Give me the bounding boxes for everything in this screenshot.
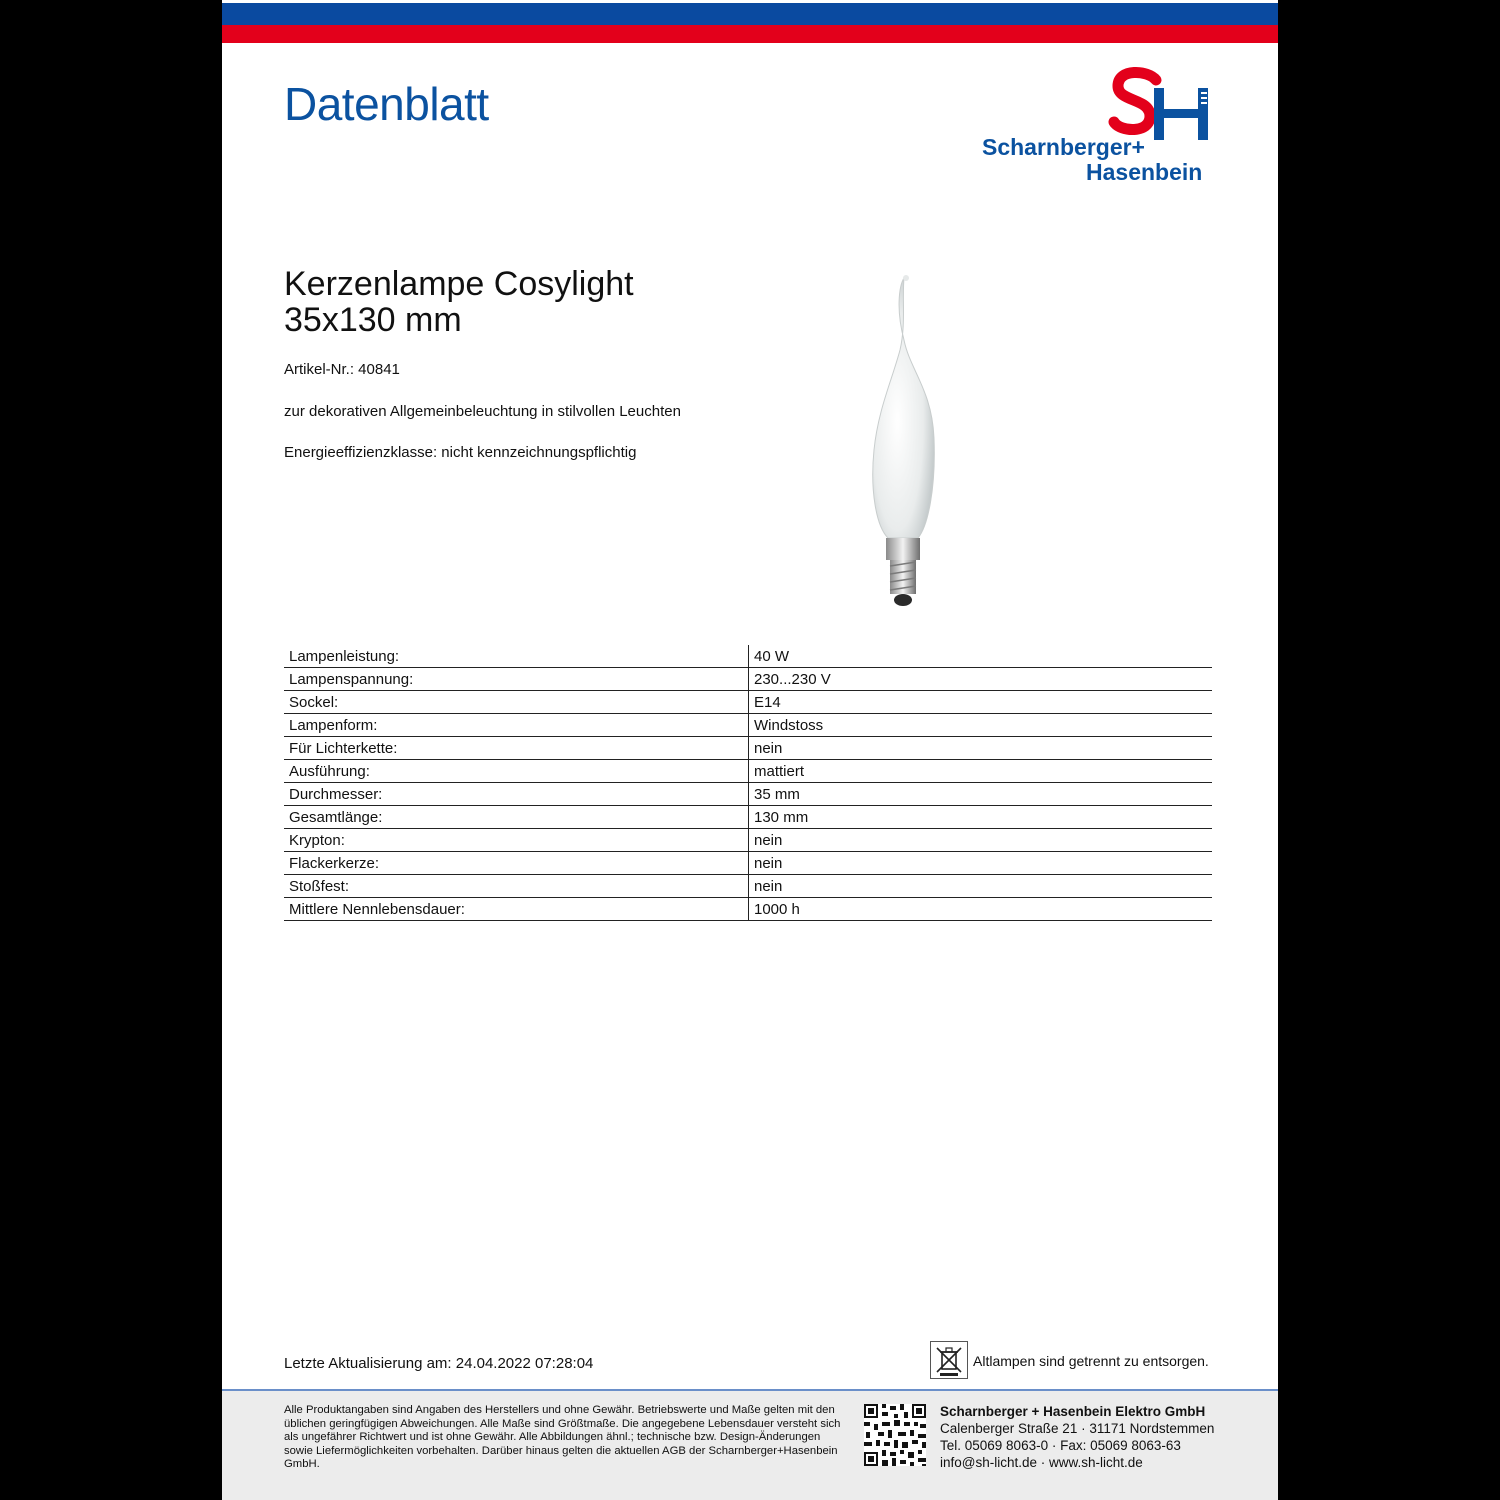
company-contact-links[interactable]: info@sh-licht.de · www.sh-licht.de [940, 1455, 1143, 1470]
article-number: Artikel-Nr.: 40841 [284, 361, 400, 378]
product-title-line1: Kerzenlampe Cosylight [284, 265, 634, 303]
spec-value: mattiert [749, 760, 1213, 783]
logo-text-line2: Hasenbein [1086, 159, 1203, 185]
spec-key: Krypton: [284, 829, 749, 852]
document-title: Datenblatt [284, 78, 489, 130]
crossed-bin-icon [930, 1341, 968, 1379]
spec-value: nein [749, 852, 1213, 875]
spec-row [284, 645, 1212, 668]
spec-key: Stoßfest: [284, 875, 749, 898]
header-blue-band [222, 3, 1278, 25]
spec-value: nein [749, 875, 1213, 898]
qr-code-icon[interactable] [864, 1404, 926, 1466]
spec-value: 35 mm [749, 783, 1213, 806]
product-title [284, 266, 634, 338]
spec-value: Windstoss [749, 714, 1213, 737]
product-description: zur dekorativen Allgemeinbeleuchtung in stilvollen Leuchten [284, 403, 681, 420]
spec-row [284, 691, 1212, 714]
spec-key: Lampenleistung: [284, 645, 749, 668]
spec-key: Sockel: [284, 691, 749, 714]
spec-row [284, 806, 1212, 829]
spec-key: Durchmesser: [284, 783, 749, 806]
company-name: Scharnberger + Hasenbein Elektro GmbH [940, 1404, 1206, 1419]
spec-row [284, 760, 1212, 783]
spec-value: 130 mm [749, 806, 1213, 829]
candle-flame-bulb-icon [852, 270, 972, 620]
spec-row [284, 737, 1212, 760]
sh-monogram-icon [978, 64, 1218, 144]
product-title-line2: 35x130 mm [284, 301, 462, 339]
footer [222, 1391, 1278, 1500]
spec-value: 230...230 V [749, 668, 1213, 691]
spec-row [284, 898, 1212, 921]
spec-key: Lampenspannung: [284, 668, 749, 691]
spec-key: Gesamtlänge: [284, 806, 749, 829]
spec-row [284, 875, 1212, 898]
spec-key: Ausführung: [284, 760, 749, 783]
recycle-note: Altlampen sind getrennt zu entsorgen. [973, 1353, 1209, 1369]
footer-disclaimer: Alle Produktangaben sind Angaben des Herstellers und ohne Gewähr. Betriebswerte und Maße gelten mit den üblichen geringfügigen Abweichungen. Alle Maße sind Größtmaße. Die angegebene Lebensdauer versteht sich als ungefährer Richtwert und ist ohne Gewähr. Alle Abbildungen ähnl.; technische bzw. Design-Änderungen sowie Liefermöglichkeiten vorbehalten. Darüber hinaus gelten die aktuellen AGB der Scharnberger+Hasenbein GmbH. [284, 1404, 841, 1470]
logo-text-line1: Scharnberger+ [982, 134, 1145, 160]
company-phone-fax: Tel. 05069 8063-0 · Fax: 05069 8063-63 [940, 1438, 1181, 1453]
last-update: Letzte Aktualisierung am: 24.04.2022 07:28:04 [284, 1355, 594, 1372]
spec-key: Lampenform: [284, 714, 749, 737]
spec-row [284, 829, 1212, 852]
spec-value: 40 W [749, 645, 1213, 668]
company-contact [940, 1403, 1214, 1471]
spec-value: nein [749, 829, 1213, 852]
spec-value: 1000 h [749, 898, 1213, 921]
company-logo [978, 64, 1218, 189]
spec-value: nein [749, 737, 1213, 760]
spec-row [284, 783, 1212, 806]
company-address: Calenberger Straße 21 · 31171 Nordstemmen [940, 1421, 1215, 1436]
spec-key: Flackerkerze: [284, 852, 749, 875]
spec-value: E14 [749, 691, 1213, 714]
datasheet-page [222, 0, 1278, 1500]
header-red-band [222, 25, 1278, 43]
spec-row [284, 668, 1212, 691]
energy-class: Energieeffizienzklasse: nicht kennzeichnungspflichtig [284, 444, 637, 461]
spec-key: Für Lichterkette: [284, 737, 749, 760]
spec-row [284, 714, 1212, 737]
spec-key: Mittlere Nennlebensdauer: [284, 898, 749, 921]
specs-table [284, 645, 1212, 921]
spec-row [284, 852, 1212, 875]
